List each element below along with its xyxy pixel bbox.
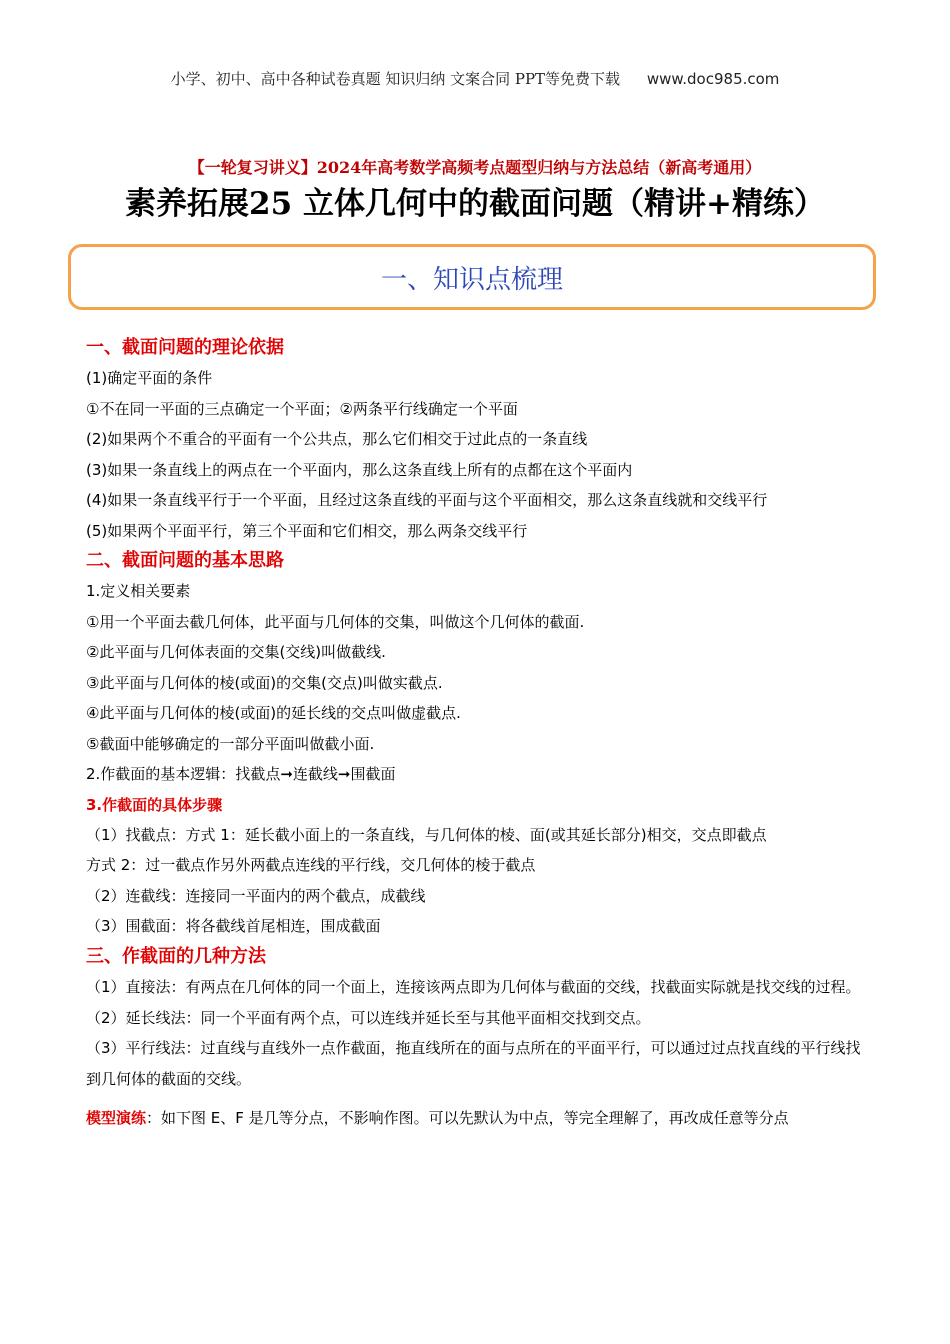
section-heading-1: 一、截面问题的理论依据 [86,337,284,358]
sub-heading: 3.作截面的具体步骤 [86,795,223,814]
model-practice [86,1095,866,1141]
section-title: 一、知识点梳理 [380,264,563,295]
header-text: 小学、初中、高中各种试卷真题 知识归纳 文案合同 PPT等免费下载 [170,70,621,88]
text-line: ④此平面与几何体的棱(或面)的延长线的交点叫做虚截点. [86,704,461,722]
text-line: ③此平面与几何体的棱(或面)的交集(交点)叫做实截点. [86,673,443,692]
text-line: ⑤截面中能够确定的一部分平面叫做截小面. [86,734,375,753]
text-line: (1)确定平面的条件 [86,369,213,387]
text-line: (2)如果两个不重合的平面有一个公共点，那么它们相交于过此点的一条直线 [86,430,588,448]
page-title: 素养拓展25 立体几何中的截面问题（精讲+精练） [125,186,825,222]
section-title-box [68,244,876,310]
method-direct: （1）直接法：有两点在几何体的同一个面上，连接该两点即为几何体与截面的交线，找截面实际就是找交线的过程。 [86,977,861,996]
section-heading-2: 二、截面问题的基本思路 [86,550,284,571]
main-content [86,333,866,1141]
text-line: 1.定义相关要素 [86,582,191,600]
header-url[interactable]: www.doc985.com [646,70,780,88]
method-extension: （2）延长线法：同一个平面有两个点，可以连线并延长至与其他平面相交找到交点。 [86,1008,651,1027]
text-line: (3)如果一条直线上的两点在一个平面内，那么这条直线上所有的点都在这个平面内 [86,460,633,479]
step-line: （1）找截点：方式 1：延长截小面上的一条直线，与几何体的棱、面(或其延长部分)相交，交点即截点 [86,825,767,844]
text-line: 2.作截面的基本逻辑：找截点➞连截线➞围截面 [86,765,396,783]
section-heading-3: 三、作截面的几种方法 [86,945,266,967]
text-line: (4)如果一条直线平行于一个平面，且经过这条直线的平面与这个平面相交，那么这条直线就和交线平行 [86,491,768,509]
step-line: （2）连截线：连接同一平面内的两个截点，成截线 [86,886,426,905]
model-text: ：如下图 E、F 是几等分点，不影响作图。可以先默认为中点，等完全理解了，再改成任意等分点 [146,1109,789,1127]
text-line: ①用一个平面去截几何体，此平面与几何体的交集，叫做这个几何体的截面. [86,612,585,631]
text-line: ②此平面与几何体表面的交集(交线)叫做截线. [86,643,386,661]
step-line: 方式 2：过一截点作另外两截点连线的平行线，交几何体的棱于截点 [86,856,536,874]
text-line: ①不在同一平面的三点确定一个平面；②两条平行线确定一个平面 [86,399,518,418]
step-line: （3）围截面：将各截线首尾相连，围成截面 [86,917,381,935]
model-label: 模型演练 [86,1109,147,1127]
text-line: (5)如果两个平面平行，第三个平面和它们相交，那么两条交线平行 [86,521,528,540]
page-header [0,68,950,89]
method-parallel: （3）平行线法：过直线与直线外一点作截面，拖直线所在的面与点所在的平面平行，可以通过过点找直线的平行线找到几何体的截面的交线。 [86,1039,861,1088]
document-subtitle: 【一轮复习讲义】2024年高考数学高频考点题型归纳与方法总结（新高考通用） [188,158,762,177]
